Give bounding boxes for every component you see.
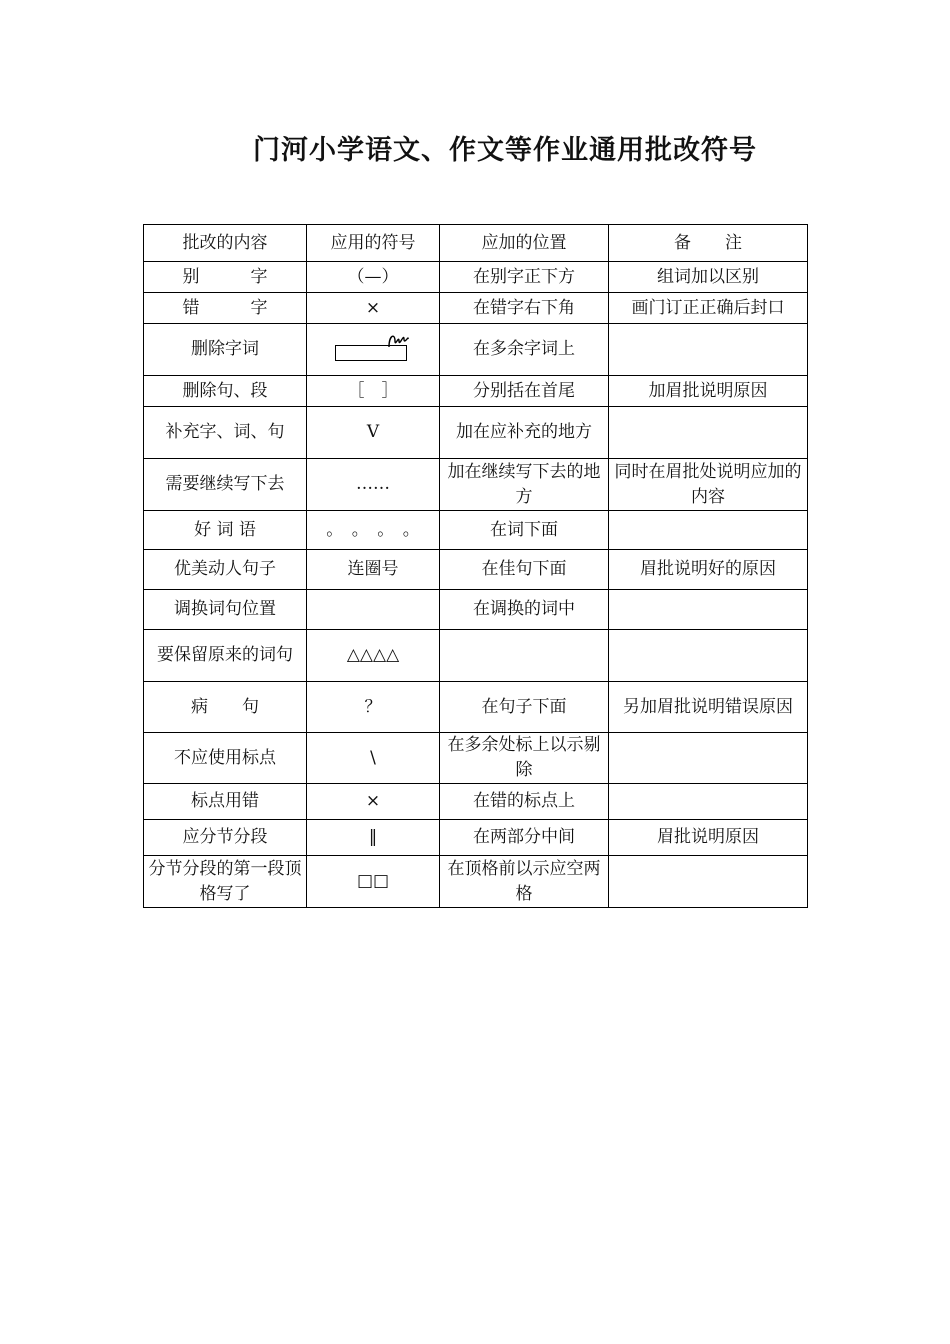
cell-position: 在调换的词中 xyxy=(440,590,609,630)
cell-content: 别 字 xyxy=(144,262,307,293)
cell-position: 加在继续写下去的地方 xyxy=(440,459,609,511)
cell-note xyxy=(609,630,808,682)
cell-content: 分节分段的第一段顶格写了 xyxy=(144,856,307,908)
table-row xyxy=(144,733,808,784)
cell-position: 在句子下面 xyxy=(440,682,609,733)
cell-position: 在错的标点上 xyxy=(440,784,609,820)
delete-mark-icon xyxy=(335,331,411,361)
cell-content: 补充字、词、句 xyxy=(144,407,307,459)
table-row xyxy=(144,407,808,459)
cell-symbol: △△△△ xyxy=(307,630,440,682)
table-row xyxy=(144,459,808,511)
cell-note: 画门订正正确后封口 xyxy=(609,293,808,324)
cell-position: 在多余字词上 xyxy=(440,324,609,376)
cell-position: 在词下面 xyxy=(440,511,609,550)
cell-symbol: ‖ xyxy=(307,820,440,856)
cell-content: 优美动人句子 xyxy=(144,550,307,590)
table-row xyxy=(144,511,808,550)
table-row xyxy=(144,630,808,682)
table-row xyxy=(144,550,808,590)
cell-note xyxy=(609,784,808,820)
cell-content: 标点用错 xyxy=(144,784,307,820)
header-note: 备 注 xyxy=(609,225,808,262)
cell-position: 在别字正下方 xyxy=(440,262,609,293)
cell-content: 病 句 xyxy=(144,682,307,733)
table-header-row xyxy=(144,225,808,262)
cell-content: 不应使用标点 xyxy=(144,733,307,784)
cell-symbol: × xyxy=(307,784,440,820)
cell-position: 在佳句下面 xyxy=(440,550,609,590)
cell-symbol: × xyxy=(307,293,440,324)
cell-note xyxy=(609,733,808,784)
table-row xyxy=(144,324,808,376)
cell-content: 要保留原来的词句 xyxy=(144,630,307,682)
header-symbol: 应用的符号 xyxy=(307,225,440,262)
cell-note xyxy=(609,856,808,908)
cell-position: 在错字右下角 xyxy=(440,293,609,324)
cell-position: 在两部分中间 xyxy=(440,820,609,856)
cell-position: 加在应补充的地方 xyxy=(440,407,609,459)
cell-symbol: （—） xyxy=(307,262,440,293)
table-row xyxy=(144,820,808,856)
cell-content: 错 字 xyxy=(144,293,307,324)
table-row xyxy=(144,856,808,908)
table-row xyxy=(144,262,808,293)
table-row xyxy=(144,784,808,820)
cell-note xyxy=(609,511,808,550)
cell-note: 同时在眉批处说明应加的内容 xyxy=(609,459,808,511)
cell-note xyxy=(609,590,808,630)
cell-content: 需要继续写下去 xyxy=(144,459,307,511)
cell-symbol: \ xyxy=(307,733,440,784)
cell-content: 调换词句位置 xyxy=(144,590,307,630)
cell-symbol: 。 。 。 。 xyxy=(307,511,440,550)
header-position: 应加的位置 xyxy=(440,225,609,262)
cell-note xyxy=(609,407,808,459)
cell-position: 在顶格前以示应空两格 xyxy=(440,856,609,908)
cell-position: 分别括在首尾 xyxy=(440,376,609,407)
cell-symbol xyxy=(307,590,440,630)
cell-note: 眉批说明好的原因 xyxy=(609,550,808,590)
table-row xyxy=(144,682,808,733)
cell-note: 另加眉批说明错误原因 xyxy=(609,682,808,733)
cell-content: 删除句、段 xyxy=(144,376,307,407)
cell-symbol: 连圈号 xyxy=(307,550,440,590)
cell-position xyxy=(440,630,609,682)
cell-symbol: …… xyxy=(307,459,440,511)
cell-symbol: □□ xyxy=(307,856,440,908)
cell-symbol: V xyxy=(307,407,440,459)
cell-position: 在多余处标上以示剔除 xyxy=(440,733,609,784)
cell-content: 删除字词 xyxy=(144,324,307,376)
cell-note xyxy=(609,324,808,376)
header-content: 批改的内容 xyxy=(144,225,307,262)
cell-content: 好 词 语 xyxy=(144,511,307,550)
page-title: 门河小学语文、作文等作业通用批改符号 xyxy=(253,135,757,166)
cell-note: 组词加以区别 xyxy=(609,262,808,293)
table-row xyxy=(144,590,808,630)
cell-content: 应分节分段 xyxy=(144,820,307,856)
table-row xyxy=(144,293,808,324)
cell-note: 眉批说明原因 xyxy=(609,820,808,856)
cell-note: 加眉批说明原因 xyxy=(609,376,808,407)
table-row xyxy=(144,376,808,407)
cell-symbol: ？ xyxy=(307,682,440,733)
cell-symbol: ［ ］ xyxy=(307,376,440,407)
correction-symbols-table xyxy=(143,224,808,908)
cell-symbol xyxy=(307,324,440,376)
